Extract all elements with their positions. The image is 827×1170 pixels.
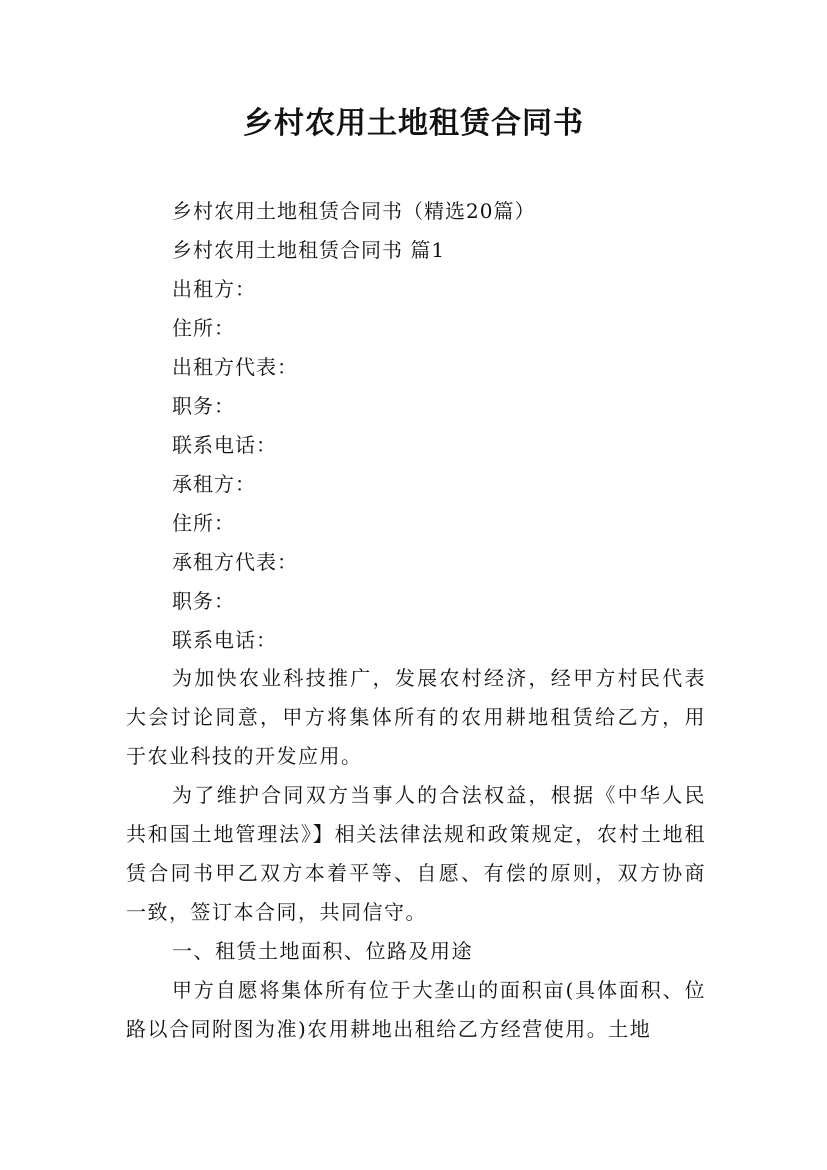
text-line-collection-title: 乡村农用土地租赁合同书（精选20篇） <box>172 199 536 223</box>
section-heading-lease-area: 一、租赁土地面积、位路及用途 <box>172 939 473 963</box>
paragraph-purpose: 为加快农业科技推广，发展农村经济，经甲方村民代表大会讨论同意，甲方将集体所有的农用耕地租赁给乙方，用于农业科技的开发应用。 <box>126 666 706 768</box>
text-line-lessee-address: 住所： <box>172 511 235 535</box>
paragraph-legal-basis: 为了维护合同双方当事人的合法权益，根据《中华人民共和国土地管理法》】相关法律法规和政策规定，农村土地租赁合同书甲乙双方本着平等、自愿、有偿的原则，双方协商一致，签订本合同，共同信守。 <box>126 783 706 924</box>
text-line-section-title: 乡村农用土地租赁合同书 篇1 <box>172 238 446 262</box>
text-line-lessee-phone: 联系电话： <box>172 628 277 652</box>
text-line-lessor-representative: 出租方代表： <box>172 355 298 379</box>
text-line-lessor: 出租方： <box>172 277 256 301</box>
text-line-lessor-address: 住所： <box>172 316 235 340</box>
text-line-lessee-position: 职务： <box>172 589 235 613</box>
document-title: 乡村农用土地租赁合同书 <box>243 106 584 141</box>
text-line-lessor-phone: 联系电话： <box>172 433 277 457</box>
text-line-lessor-position: 职务： <box>172 394 235 418</box>
paragraph-lease-area: 甲方自愿将集体所有位于大垄山的面积亩(具体面积、位路以合同附图为准)农用耕地出租给乙方经营使用。土地 <box>126 978 706 1041</box>
text-line-lessee: 承租方： <box>172 472 256 496</box>
text-line-lessee-representative: 承租方代表： <box>172 550 298 574</box>
